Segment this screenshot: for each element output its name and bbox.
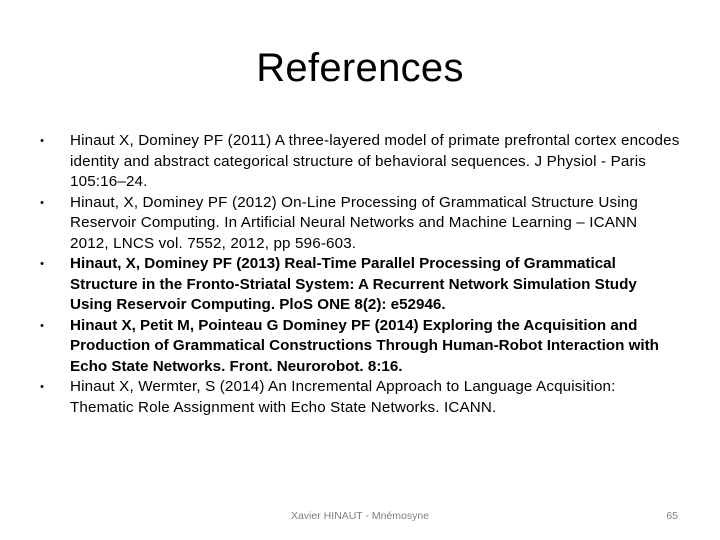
reference-item <box>0 131 720 193</box>
reference-item <box>0 316 720 378</box>
bullet-icon: • <box>40 381 44 393</box>
reference-text-bold: Hinaut X, Petit M, Pointeau G Dominey PF (2014) Exploring the Acquisition and Production of Grammatical Constructions Through Human-Robot Interaction with Echo State Networks. Front. Neurorobot. 8:16. <box>70 316 659 375</box>
page-number: 65 <box>666 510 678 522</box>
bullet-icon: • <box>40 258 44 270</box>
bullet-icon: • <box>40 196 44 209</box>
reference-text-bold: Hinaut, X, Dominey PF (2013) Real-Time Parallel Processing of Grammatical Structure in the Fronto-Striatal System: A Recurrent Network Simulation Study Using Reservoir Computing. PloS ONE 8(2): e52946. <box>70 255 637 313</box>
reference-text: Hinaut X, Wermter, S (2014) An Incremental Approach to Language Acquisition: Thematic Role Assignment with Echo State Networks. ICANN. <box>70 378 616 416</box>
footer-author: Xavier HINAUT - Mnémosyne <box>290 510 430 522</box>
bullet-icon: • <box>40 319 44 332</box>
slide-title: References <box>256 46 464 90</box>
reference-item <box>0 193 720 255</box>
reference-item <box>0 377 720 418</box>
reference-text: Hinaut, X, Dominey PF (2012) On-Line Processing of Grammatical Structure Using Reservoir Computing. In Artificial Neural Networks and Machine Learning – ICANN 2012, LNCS vol. 7552, 2012, pp 596-603. <box>70 193 638 252</box>
reference-list <box>0 131 720 418</box>
reference-item <box>0 254 720 316</box>
bullet-icon: • <box>40 135 44 147</box>
reference-text: Hinaut X, Dominey PF (2011) A three-layered model of primate prefrontal cortex encodes identity and abstract categorical structure of behavioral sequences. J Physiol - Paris 105:16–24. <box>70 132 680 190</box>
